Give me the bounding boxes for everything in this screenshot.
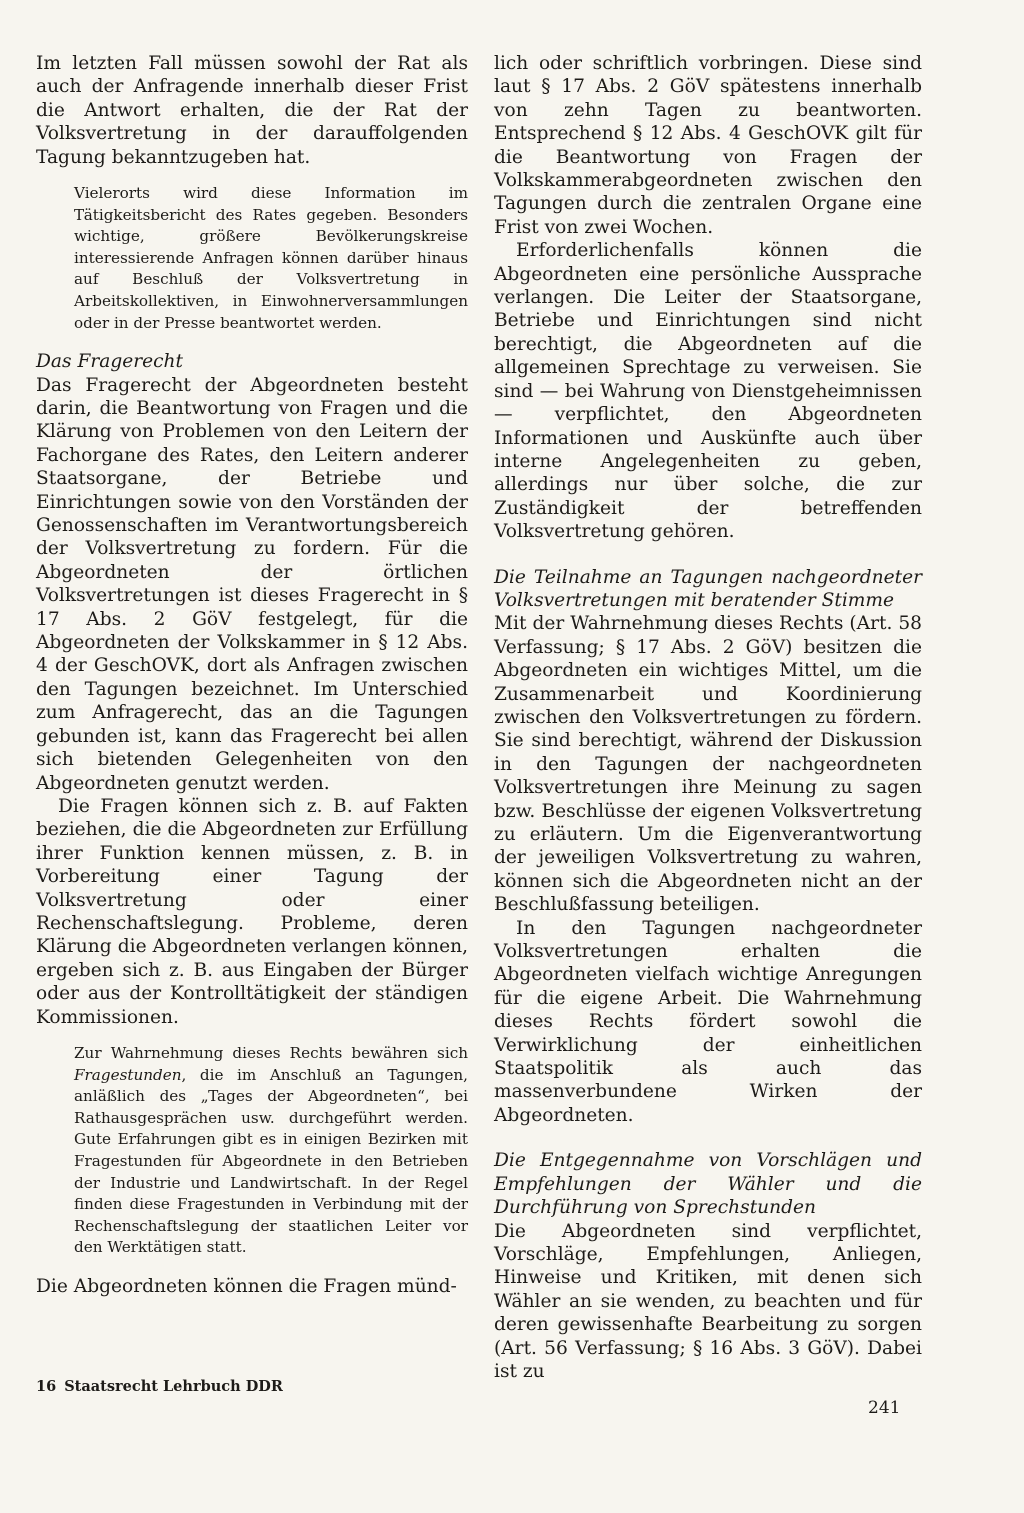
- small-print-note: [74, 1043, 468, 1259]
- paragraph: Das Fragerecht der Abgeordneten besteht darin, die Beantwortung von Fragen und die Klärung von Problemen von den Leitern der Fachorgane des Rates, den Leitern anderer Staatsorgane, der Betriebe und Einrichtungen sowie von den Vorständen der Genossenschaften im Verantwortungsbereich der Volksvertretung zu fordern. Für die Abgeordneten der örtlichen Volksvertretungen ist dieses Fragerecht in § 17 Abs. 2 GöV festgelegt, für die Abgeordneten der Volkskammer in § 12 Abs. 4 der GeschOVK, dort als Anfragen zwischen den Tagungen bezeichnet. Im Unterschied zum Anfragerecht, das an die Tagungen gebunden ist, kann das Fragerecht bei allen sich bietenden Gelegenheiten von den Abgeordneten genutzt werden.: [36, 374, 468, 794]
- signature-number: 16: [36, 1378, 57, 1395]
- note-text: Zur Wahrnehmung dieses Rechts bewähren sich: [74, 1043, 468, 1062]
- emphasis-text: Fragestunden: [74, 1065, 182, 1084]
- paragraph: Erforderlichenfalls können die Abgeordneten eine persönliche Aussprache verlangen. Die Leiter der Staatsorgane, Betriebe und Einrichtungen sind nicht berechtigt, die Abgeordneten auf die allgemeinen Sprechtage zu verweisen. Sie sind — bei Wahrung von Dienstgeheimnissen — verpflichtet, den Abgeordneten Informationen und Auskünfte auch über interne Angelegenheiten zu geben, allerdings nur über solche, die zur Zuständigkeit der betreffenden Volksvertretung gehören.: [494, 240, 922, 543]
- paragraph: Die Fragen können sich z. B. auf Fakten beziehen, die die Abgeordneten zur Erfüllung ihrer Funktion kennen müssen, z. B. in Vorbereitung einer Tagung der Volksvertretung oder einer Rechenschaftslegung. Probleme, deren Klärung die Abgeordneten verlangen können, ergeben sich z. B. aus Eingaben der Bürger oder aus der Kontrolltätigkeit der ständigen Kommissionen.: [36, 795, 468, 1028]
- small-print-note: Vielerorts wird diese Information im Tätigkeitsbericht des Rates gegeben. Besonders wichtige, größere Bevölkerungskreise interessierende Anfragen können darüber hinaus auf Beschluß der Volksvertretung in Arbeitskollektiven, in Einwohnerversammlungen oder in der Presse beantwortet werden.: [74, 184, 468, 332]
- paragraph: Mit der Wahrnehmung dieses Rechts (Art. 58 Verfassung; § 17 Abs. 2 GöV) besitzen die Abgeordneten ein wichtiges Mittel, um die Zusammenarbeit und Koordinierung zwischen den Volksvertretungen zu fördern. Sie sind berechtigt, während der Diskussion in den Tagungen der nachgeordneten Volksvertretungen ihre Meinung zu sagen bzw. Beschlüsse der eigenen Volksvertretung zu erläutern. Um die Eigenverantwortung der jeweiligen Volksvertretung zu wahren, können sich die Abgeordneten nicht an der Beschlußfassung beteiligen.: [494, 613, 922, 916]
- right-column: [494, 52, 922, 1383]
- section-heading: Das Fragerecht: [36, 351, 183, 373]
- paragraph: Die Abgeordneten können die Fragen münd-: [36, 1275, 457, 1297]
- section-heading: Die Entgegennahme von Vorschlägen und Empfehlungen der Wähler und die Durchführung von Sprechstunden: [494, 1150, 922, 1219]
- page-number: 241: [868, 1398, 901, 1418]
- paragraph: lich oder schriftlich vorbringen. Diese sind laut § 17 Abs. 2 GöV spätestens innerhalb von zehn Tagen zu beantworten. Entsprechend § 12 Abs. 4 GeschOVK gilt für die Beantwortung von Fragen der Volkskammerabgeordneten zwischen den Tagungen durch die zentralen Organe eine Frist von zwei Wochen.: [494, 53, 922, 238]
- signature-title: Staatsrecht Lehrbuch DDR: [64, 1378, 283, 1395]
- paragraph: In den Tagungen nachgeordneter Volksvertretungen erhalten die Abgeordneten vielfach wichtige Anregungen für die eigene Arbeit. Die Wahrnehmung dieses Rechts fördert sowohl die Verwirklichung der einheitlichen Staatspolitik als auch das massenverbundene Wirken der Abgeordneten.: [494, 917, 922, 1126]
- paragraph: Die Abgeordneten sind verpflichtet, Vorschläge, Empfehlungen, Anliegen, Hinweise und Kritiken, mit denen sich Wähler an sie wenden, zu beachten und für deren gewissenhafte Bearbeitung zu sorgen (Art. 56 Verfassung; § 16 Abs. 3 GöV). Dabei ist zu: [494, 1220, 922, 1382]
- left-column: [36, 52, 468, 1298]
- signature-mark: [36, 1378, 283, 1395]
- paragraph: Im letzten Fall müssen sowohl der Rat als auch der Anfragende innerhalb dieser Frist die Antwort erhalten, die der Rat der Volksvertretung in der darauffolgenden Tagung bekanntzugeben hat.: [36, 53, 468, 168]
- note-text: , die im Anschluß an Tagungen, anläßlich des „Tages der Abgeordneten“, bei Rathausgesprächen usw. durchgeführt werden. Gute Erfahrungen gibt es in einigen Bezirken mit Fragestunden für Abgeordnete in den Betrieben der Industrie und Landwirtschaft. In der Regel finden diese Fragestunden in Verbindung mit der Rechenschaftslegung der staatlichen Leiter vor den Werktätigen statt.: [74, 1065, 468, 1257]
- section-heading: Die Teilnahme an Tagungen nachgeordneter Volksvertretungen mit beratender Stimme: [494, 566, 922, 611]
